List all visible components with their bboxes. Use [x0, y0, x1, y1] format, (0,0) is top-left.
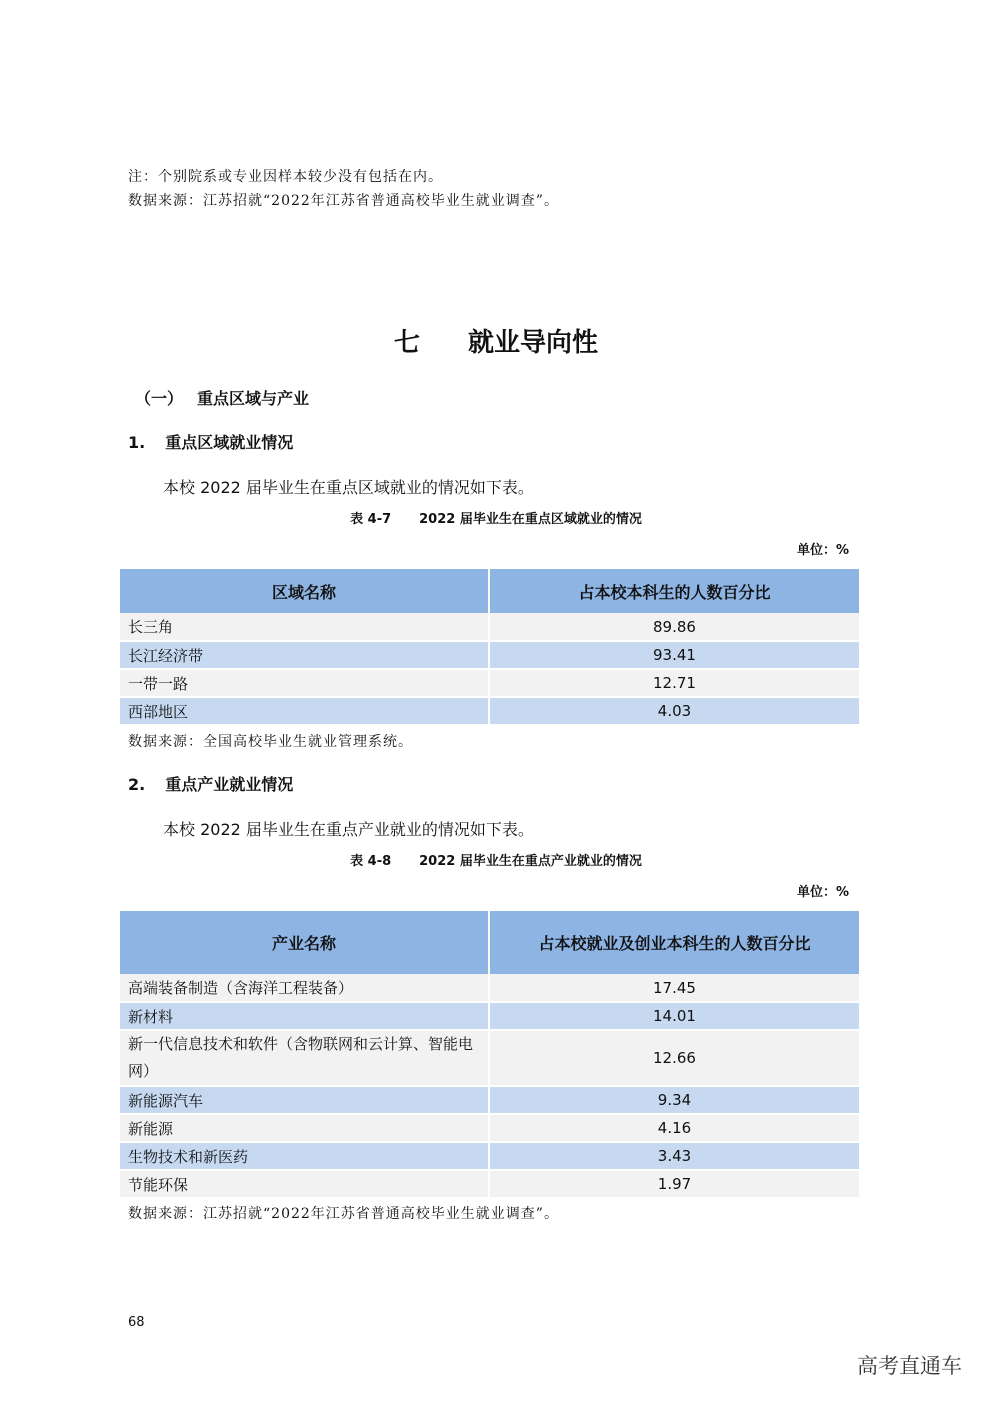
cell-value: 89.86 [489, 613, 859, 641]
column-header: 产业名称 [120, 911, 489, 974]
subsection-number: 1. [128, 433, 146, 452]
cell-name: 新能源汽车 [120, 1086, 489, 1114]
cell-value: 93.41 [489, 641, 859, 669]
table-row [120, 1114, 859, 1142]
cell-name: 长三角 [120, 613, 489, 641]
column-header: 区域名称 [120, 569, 489, 613]
table-row [120, 1086, 859, 1114]
unit-label: 单位：% [796, 885, 849, 900]
table-header-row [120, 569, 859, 613]
cell-name: 节能环保 [120, 1170, 489, 1198]
cell-value: 1.97 [489, 1170, 859, 1198]
table-row [120, 1002, 859, 1030]
cell-name: 一带一路 [120, 669, 489, 697]
table-row [120, 669, 859, 697]
cell-value: 12.71 [489, 669, 859, 697]
table-title: 2022 届毕业生在重点产业就业的情况 [419, 854, 642, 869]
watermark-text: 高考直通车 [857, 1354, 962, 1378]
table-row [120, 697, 859, 725]
table-row [120, 641, 859, 669]
chapter-title [0, 322, 992, 359]
cell-value: 12.66 [489, 1030, 859, 1086]
cell-name: 新一代信息技术和软件（含物联网和云计算、智能电网） [120, 1030, 489, 1086]
table-header-row [120, 911, 859, 974]
page-number: 68 [128, 1315, 145, 1330]
chapter-number: 七 [393, 328, 420, 358]
subsection-title: 重点区域就业情况 [165, 433, 294, 452]
cell-value: 14.01 [489, 1002, 859, 1030]
table-label: 表 4-8 [350, 854, 392, 869]
source-line: 数据来源：江苏招就“2022年江苏省普通高校毕业生就业调查”。 [128, 193, 559, 209]
table-row [120, 1030, 859, 1086]
section-title: 重点区域与产业 [197, 389, 310, 408]
cell-value: 3.43 [489, 1142, 859, 1170]
table-row [120, 1170, 859, 1198]
column-header: 占本校本科生的人数百分比 [489, 569, 859, 613]
table-title: 2022 届毕业生在重点区域就业的情况 [419, 512, 642, 527]
table-row [120, 1142, 859, 1170]
unit-label: 单位：% [796, 543, 849, 558]
subsection-title: 重点产业就业情况 [165, 775, 294, 794]
cell-name: 高端装备制造（含海洋工程装备） [120, 974, 489, 1002]
subsection-heading [128, 772, 293, 795]
cell-value: 4.16 [489, 1114, 859, 1142]
cell-name: 新能源 [120, 1114, 489, 1142]
section-label: （一） [135, 389, 184, 408]
table-label: 表 4-7 [350, 512, 392, 527]
section-heading [135, 386, 309, 409]
table-source: 数据来源：全国高校毕业生就业管理系统。 [128, 734, 413, 750]
cell-name: 生物技术和新医药 [120, 1142, 489, 1170]
cell-value: 4.03 [489, 697, 859, 725]
cell-value: 9.34 [489, 1086, 859, 1114]
table-source: 数据来源：江苏招就“2022年江苏省普通高校毕业生就业调查”。 [128, 1206, 559, 1222]
intro-paragraph: 本校 2022 届毕业生在重点产业就业的情况如下表。 [163, 820, 534, 839]
region-table [120, 569, 859, 726]
cell-name: 西部地区 [120, 697, 489, 725]
chapter-heading: 就业导向性 [468, 328, 599, 358]
cell-value: 17.45 [489, 974, 859, 1002]
cell-name: 长江经济带 [120, 641, 489, 669]
column-header: 占本校就业及创业本科生的人数百分比 [489, 911, 859, 974]
subsection-heading [128, 430, 293, 453]
table-caption [0, 850, 992, 869]
table-row [120, 613, 859, 641]
intro-paragraph: 本校 2022 届毕业生在重点区域就业的情况如下表。 [163, 478, 534, 497]
table-row [120, 974, 859, 1002]
industry-table [120, 911, 859, 1199]
note-line: 注：个别院系或专业因样本较少没有包括在内。 [128, 169, 443, 185]
subsection-number: 2. [128, 775, 146, 794]
cell-name: 新材料 [120, 1002, 489, 1030]
table-caption [0, 508, 992, 527]
